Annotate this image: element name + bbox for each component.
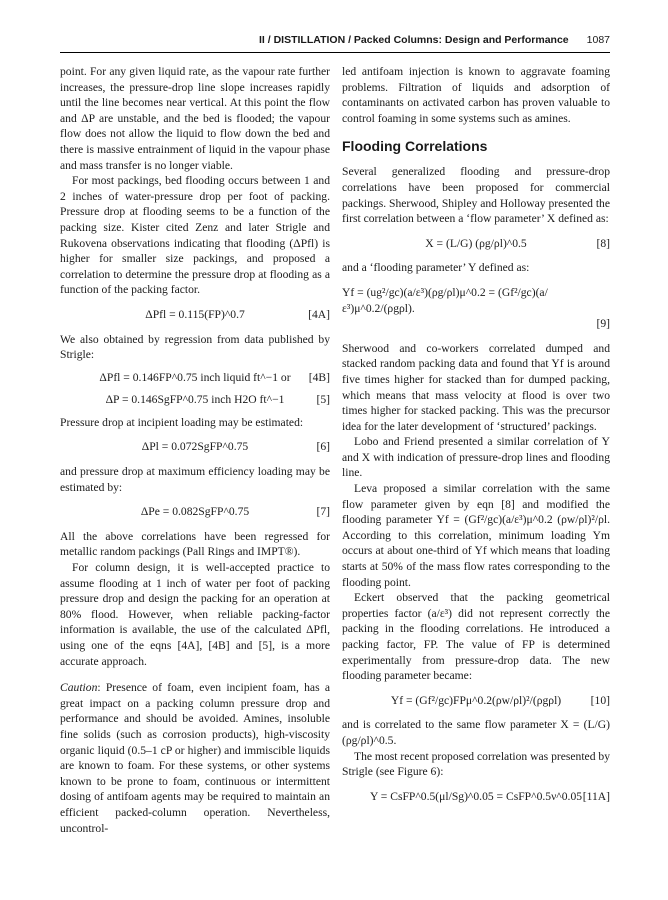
equation-6-number: [6] xyxy=(316,440,330,454)
equation-7-body: ΔPe = 0.082SgFP^0.75 xyxy=(140,505,250,519)
equation-5-body: ΔP = 0.146SgFP^0.75 inch H2O ft^−1 xyxy=(105,393,285,407)
equation-5 xyxy=(60,392,330,408)
section-heading: Flooding Correlations xyxy=(342,138,488,155)
equation-4b xyxy=(60,370,330,386)
equation-8 xyxy=(342,236,610,252)
equation-4b-number: [4B] xyxy=(308,370,330,384)
equation-11a-number: [11A] xyxy=(582,789,610,803)
right-paragraph-4: Sherwood and co-workers correlated dumped and stacked random packing data and found that Yf is around five times higher for stacked than for dumped packing, which means that mass velocity at flood is over two times higher for stacked packing. This was the precursor idea for the later development of ‘structured’ packings. xyxy=(342,341,610,433)
caution-text: : Presence of foam, even incipient foam, has a great impact on a packing column pressure drop and performance and should be avoided. Amines, insoluble fine solids (such as corrosion products), high-viscosity organic liquid (0.5–1 cP or higher) and immiscible liquids are known to foam. For these systems, or other systems known to be prone to foam, continuous or intermittent dosing of antifoam agents may be required to maintain an efficient packed-column operation. Nevertheless, uncontrol- xyxy=(60,681,330,835)
equation-10-body: Yf = (Gf²/gc)FPμ^0.2(ρw/ρl)²/(ρgρl) xyxy=(390,693,562,707)
equation-7-number: [7] xyxy=(316,505,330,519)
running-header xyxy=(0,34,610,46)
left-column xyxy=(60,64,330,836)
right-paragraph-3: and a ‘flooding parameter’ Y defined as: xyxy=(342,261,530,275)
left-paragraph-4: Pressure drop at incipient loading may be estimated: xyxy=(60,415,304,429)
header-rule xyxy=(60,52,610,53)
right-paragraph-5: Lobo and Friend presented a similar correlation of Y and X with indication of pressure-drop lines and flooding line. xyxy=(342,435,610,480)
equation-4a xyxy=(60,307,330,323)
equation-9-number: [9] xyxy=(596,317,610,331)
caution-label: Caution xyxy=(60,681,98,695)
left-paragraph-7: For column design, it is well-accepted practice to assume flooding at 1 inch of water per foot of packing pressure drop and design the packing for an operation at 80% flood. However, when reliable packing-factor information is available, the use of the calculated ΔPfl, using one of the eqns [4A], [4B] and [5], is a more accurate approach. xyxy=(60,561,330,668)
equation-10-number: [10] xyxy=(590,693,610,707)
equation-8-number: [8] xyxy=(596,236,610,250)
equation-11a xyxy=(342,789,610,805)
equation-8-body: X = (L/G) (ρg/ρl)^0.5 xyxy=(425,236,527,250)
equation-4b-body: ΔPfl = 0.146FP^0.75 inch liquid ft^−1 or xyxy=(99,370,291,384)
equation-9-body: Yf = (ug²/gc)(a/ε³)(ρg/ρl)μ^0.2 = (Gf²/gc)(a/ε³)μ^0.2/(ρgρl). xyxy=(342,285,548,315)
equation-6-body: ΔPl = 0.072SgFP^0.75 xyxy=(141,440,249,454)
left-paragraph-3: We also obtained by regression from data published by Strigle: xyxy=(60,332,330,362)
right-paragraph-6: Leva proposed a similar correlation with the same flow parameter given by eqn [8] and modified the flooding parameter Yf = (Gf²/gc)(a/ε³)μ^0.2 (ρw/ρl)²/ρl. According to this correlation, minimum loading Ym occurs at about one-third of Yf which means that loading starts at 50% of the mass flow rates corresponding to the flooding point. xyxy=(342,482,610,589)
equation-7 xyxy=(60,504,330,520)
left-paragraph-6: All the above correlations have been regressed for metallic random packings (Pall Rings and IMPT®). xyxy=(60,529,330,559)
left-paragraph-1: point. For any given liquid rate, as the vapour rate further increases, the pressure-drop line slope increases rapidly until the line becomes near vertical. At this point the flow and ΔP are unstable, and the bed is flooded; the vapour flow does not allow the liquid to flow down the bed and there is massive entrainment of liquid in the vapour phase and mass transfer is no longer viable. xyxy=(60,65,330,172)
equation-10 xyxy=(342,693,610,709)
equation-4a-body: ΔPfl = 0.115(FP)^0.7 xyxy=(145,307,245,321)
left-paragraph-caution xyxy=(60,680,330,836)
right-paragraph-7: Eckert observed that the packing geometrical properties factor (a/ε³) did not represent correctly the packing in the flooding correlations. He introduced a packing factor, FP. The value of FP is determined experimentally from pressure-drop data. The new flooding parameter became: xyxy=(342,591,610,683)
equation-9 xyxy=(342,285,610,332)
left-paragraph-2: For most packings, bed flooding occurs between 1 and 2 inches of water-pressure drop per foot of packing. Pressure drop at flooding seems to be a function of the packing size. Kister cited Zenz and later Strigle and Rukovena observations indicating that flooding (ΔPfl) is higher for smaller size packings, and proposed a correlation to determine the pressure drop at flooding as a function of the packing factor. xyxy=(60,174,330,297)
equation-11a-body: Y = CsFP^0.5(μl/Sg)^0.05 = CsFP^0.5ν^0.05 xyxy=(369,789,583,803)
left-paragraph-5: and pressure drop at maximum efficiency loading may be estimated by: xyxy=(60,465,330,494)
right-paragraph-1: led antifoam injection is known to aggravate foaming problems. Filtration of liquids and adsorption of contaminants on activated carbon has proven valuable to control foaming in some systems such as amines. xyxy=(342,65,610,125)
right-paragraph-9: The most recent proposed correlation was presented by Strigle (see Figure 6): xyxy=(342,749,610,779)
equation-4a-number: [4A] xyxy=(308,307,330,321)
page-number: 1087 xyxy=(586,34,610,46)
right-column xyxy=(342,64,610,813)
equation-5-number: [5] xyxy=(316,393,330,407)
right-paragraph-2: Several generalized flooding and pressure-drop correlations have been proposed for commercial packings. Sherwood, Shipley and Holloway presented the first correlation between a ‘flow parameter’ X defined as: xyxy=(342,165,610,226)
right-paragraph-8: and is correlated to the same flow parameter X = (L/G) (ρg/ρl)^0.5. xyxy=(342,718,610,747)
running-header-title: II / DISTILLATION / Packed Columns: Design and Performance xyxy=(259,34,569,46)
equation-6 xyxy=(60,439,330,455)
